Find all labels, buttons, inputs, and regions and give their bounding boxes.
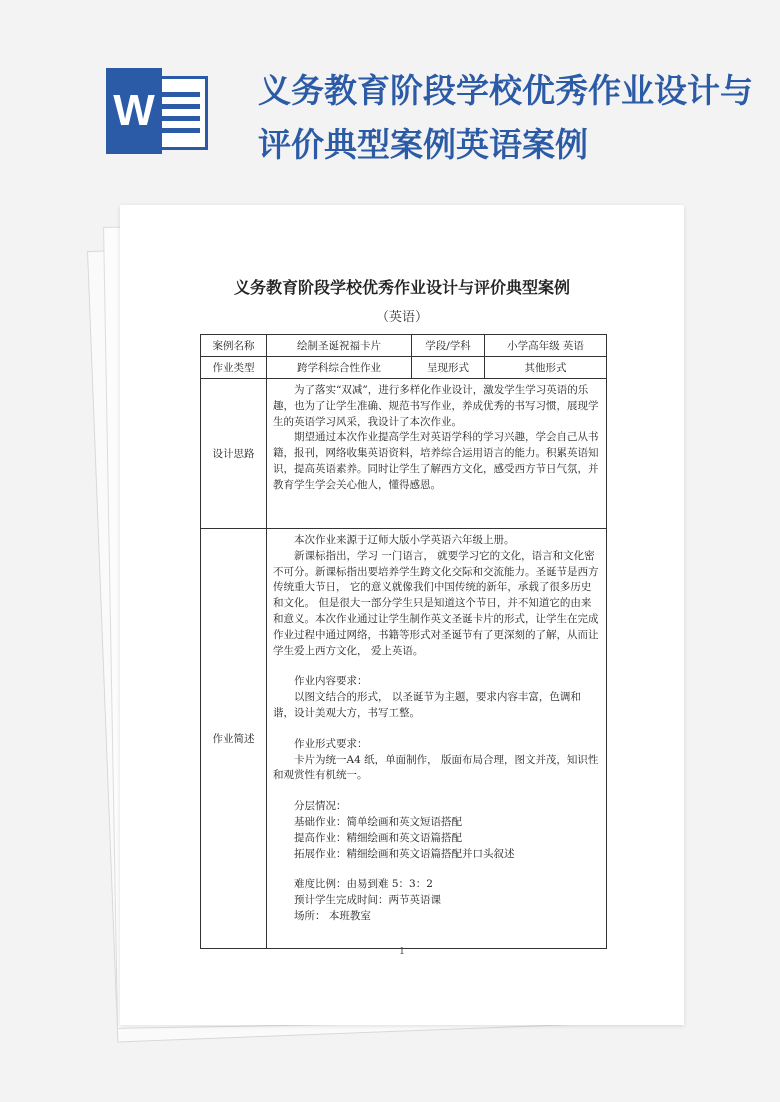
completion-time: 预计学生完成时间：两节英语课 <box>294 894 441 907</box>
content-requirement-text: 以图文结合的形式， 以圣诞节为主题，要求内容丰富，色调和谐，设计美观大方，书写工整。 <box>273 691 581 719</box>
table-row <box>201 335 607 357</box>
design-idea-label: 设计思路 <box>201 379 267 529</box>
case-name-value: 绘制圣诞祝福卡片 <box>267 335 412 357</box>
summary-paragraph: 本次作业来源于辽师大版小学英语六年级上册。 <box>294 534 515 546</box>
stage-subject-label: 学段/学科 <box>412 335 485 357</box>
table-row <box>201 529 607 949</box>
summary-paragraph: 新课标指出，学习 一门语言， 就要学习它的文化，语言和文化密不可分。新课标指出要培养学生跨文化交际和交流能力。圣诞节是西方传统重大节日， 它的意义就像我们中国传统的新年，承载了很多历史和文化。 但是很大一部分学生只是知道这个节日，并不知道它的由来和意义。本次作业通过让学生制作英文圣诞卡片的形式，让学生在完成作业过程中通过网络，书籍等形式对圣诞节有了更深刻的了解，从而让学生爱上西方文化， 爱上英语。 <box>273 549 599 657</box>
layer-item: 基础作业：简单绘画和英文短语搭配 <box>294 815 462 828</box>
summary-content <box>267 529 607 949</box>
form-requirement-heading: 作业形式要求： <box>294 737 368 750</box>
layer-heading: 分层情况： <box>294 800 347 813</box>
place: 场所： 本班教室 <box>294 909 371 922</box>
table-row <box>201 357 607 379</box>
document-subtitle: （英语） <box>375 310 428 325</box>
design-idea-content <box>267 379 607 529</box>
summary-label: 作业简述 <box>201 529 267 949</box>
design-paragraph: 期望通过本次作业提高学生对英语学科的学习兴趣，学会自己从书籍，报刊，网络收集英语资料，培养综合运用语言的能力。积累英语知识，提高英语素养。同时让学生了解西方文化，感受西方节日气氛，并教育学生学会关心他人，懂得感恩。 <box>273 431 599 491</box>
layer-item: 拓展作业：精细绘画和英文语篇搭配并口头叙述 <box>294 847 515 860</box>
homework-type-value: 跨学科综合性作业 <box>267 357 412 379</box>
word-icon <box>106 68 208 154</box>
case-name-label: 案例名称 <box>201 335 267 357</box>
table-row <box>201 379 607 529</box>
page-number: 1 <box>399 947 405 957</box>
document-title: 义务教育阶段学校优秀作业设计与评价典型案例 <box>233 278 570 297</box>
document-page <box>120 205 684 1025</box>
stage-subject-value: 小学高年级 英语 <box>485 335 607 357</box>
homework-type-label: 作业类型 <box>201 357 267 379</box>
case-table <box>200 334 607 949</box>
design-paragraph: 为了落实“双减”，进行多样化作业设计，激发学生学习英语的乐趣，也为了让学生准确、规范书写作业，养成优秀的书写习惯，展现学生的英语学习风采，我设计了本次作业。 <box>273 384 599 428</box>
form-requirement-text: 卡片为统一A4 纸，单面制作， 版面布局合理，图文并茂，知识性和观赏性有机统一。 <box>273 753 599 782</box>
presentation-form-value: 其他形式 <box>485 357 607 379</box>
content-requirement-heading: 作业内容要求： <box>294 675 368 688</box>
banner-title: 义务教育阶段学校优秀作业设计与评价典型案例英语案例 <box>258 71 753 164</box>
difficulty-ratio: 难度比例：由易到难 5：3：2 <box>294 878 433 891</box>
word-letter-badge: W <box>106 68 162 154</box>
presentation-form-label: 呈现形式 <box>412 357 485 379</box>
layer-item: 提高作业：精细绘画和英文语篇搭配 <box>294 831 462 844</box>
